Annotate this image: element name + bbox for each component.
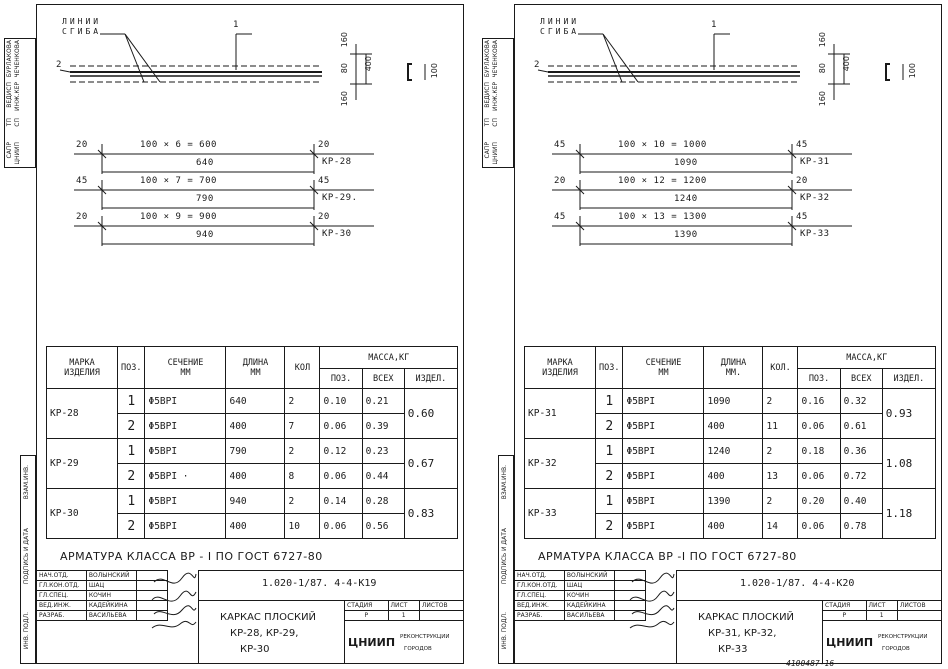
cell-mass-all: 0.40: [840, 489, 882, 514]
cell-mass-all: 0.72: [840, 464, 882, 489]
org-subtitle-2: ГОРОДОВ: [882, 646, 910, 652]
dim-mark-label: КР-32: [800, 193, 830, 203]
side-label-sapr: САПР: [6, 142, 13, 159]
tb-role: ВЕД.ИНЖ.: [515, 601, 565, 611]
cell-qty: 2: [763, 439, 798, 464]
cell-qty: 2: [763, 489, 798, 514]
side-label-tp: ТП: [6, 118, 13, 127]
dim-spacing-formula: 100 × 13 = 1300: [618, 212, 707, 222]
dim-total-length: 1390: [674, 230, 698, 240]
tb-person: ШАЦ: [86, 581, 136, 591]
cell-qty: 2: [763, 389, 798, 414]
cell-poz: 1: [596, 489, 623, 514]
sheet-value: 1: [866, 611, 897, 621]
document-code: 1.020-1/87. 4-4-К19: [262, 578, 377, 589]
cell-qty: 10: [285, 514, 320, 539]
side-label-inzh: ИНЖ.КЕР: [14, 82, 21, 112]
cell-mass-all: 0.32: [840, 389, 882, 414]
cell-poz: 2: [118, 514, 145, 539]
dim-offset-left: 20: [554, 176, 566, 186]
cell-length: 1090: [704, 389, 763, 414]
cell-mass-pos: 0.18: [798, 439, 840, 464]
cell-section: Φ5ВРI: [145, 514, 226, 539]
cell-mass-item: 1.08: [882, 439, 935, 489]
dim-offset-right: 20: [796, 176, 808, 186]
cell-mark: КР-32: [525, 439, 596, 489]
dim-spacing-formula: 100 × 9 = 900: [140, 212, 217, 222]
dim-offset-left: 45: [76, 176, 88, 186]
dim-mark-label: КР-28: [322, 157, 352, 167]
cell-mass-all: 0.36: [840, 439, 882, 464]
cell-section: Φ5ВРI: [145, 489, 226, 514]
tb-role: ГЛ.СПЕЦ.: [37, 591, 87, 601]
cell-mass-pos: 0.06: [798, 464, 840, 489]
cell-mass-all: 0.78: [840, 514, 882, 539]
side-label-inv: ИНВ. ПОДЛ.: [501, 612, 508, 650]
cell-mark: КР-33: [525, 489, 596, 539]
cell-qty: 14: [763, 514, 798, 539]
cell-length: 400: [704, 464, 763, 489]
tb-person: КАДЕЙКИНА: [564, 601, 614, 611]
col-header-section: СЕЧЕНИЕ ММ: [145, 347, 226, 389]
dim-total-length: 1090: [674, 158, 698, 168]
org-subtitle: РЕКОНСТРУКЦИИ: [878, 634, 928, 640]
cell-poz: 1: [596, 439, 623, 464]
org-subtitle-2: ГОРОДОВ: [404, 646, 432, 652]
tb-person: ВОЛЫНСКИЙ: [564, 571, 614, 581]
col-header-mark: МАРКА ИЗДЕЛИЯ: [525, 347, 596, 389]
cell-poz: 2: [596, 514, 623, 539]
cell-mass-item: 0.60: [404, 389, 457, 439]
section-dim-80: 80: [340, 63, 349, 74]
specification-table: [524, 346, 936, 539]
cell-length: 940: [226, 489, 285, 514]
sheets-header: ЛИСТОВ: [897, 601, 941, 611]
dim-mark-label: КР-30: [322, 229, 352, 239]
table-row: [47, 489, 458, 514]
cell-qty: 2: [285, 439, 320, 464]
stage-value: Р: [823, 611, 867, 621]
tb-person: КОЧИН: [564, 591, 614, 601]
tb-person: КОЧИН: [86, 591, 136, 601]
cell-section: Φ5ВРI: [623, 464, 704, 489]
dim-mark-label: КР-29.: [322, 193, 358, 203]
sheet-header: ЛИСТ: [866, 601, 897, 611]
dim-offset-right: 45: [318, 176, 330, 186]
dim-offset-left: 20: [76, 212, 88, 222]
org-name: ЦНИИП: [826, 636, 874, 649]
side-label-chechenkova: ЧЕЧЕНКОВА: [14, 40, 21, 78]
stage-header: СТАДИЯ: [823, 601, 867, 611]
table-row: [525, 489, 936, 514]
drawing-title: КАРКАС ПЛОСКИЙ: [220, 612, 317, 623]
table-row: [525, 439, 936, 464]
col-header-section: СЕЧЕНИЕ ММ: [623, 347, 704, 389]
section-dim-400: 400: [842, 56, 851, 72]
table-row: [47, 389, 458, 414]
col-header-qty: КОЛ.: [763, 347, 798, 389]
cell-section: Φ5ВРI: [145, 439, 226, 464]
table-row: [47, 439, 458, 464]
sheet-value: 1: [388, 611, 419, 621]
col-header-mass-all: ВСЕХ: [362, 369, 404, 389]
dim-offset-right: 45: [796, 212, 808, 222]
cell-mass-pos: 0.16: [798, 389, 840, 414]
rebar-class-note: АРМАТУРА КЛАССА ВР -I ПО ГОСТ 6727-80: [538, 550, 797, 563]
cell-mass-all: 0.28: [362, 489, 404, 514]
dim-offset-right: 20: [318, 140, 330, 150]
col-header-poz: ПОЗ.: [118, 347, 145, 389]
title-block-signatures: [36, 570, 168, 621]
dim-mark-label: КР-33: [800, 229, 830, 239]
drawing-sheet-1: [0, 0, 470, 669]
cell-mass-all: 0.56: [362, 514, 404, 539]
stage-value: Р: [345, 611, 389, 621]
dim-offset-left: 20: [76, 140, 88, 150]
tb-role: ГЛ.СПЕЦ.: [515, 591, 565, 601]
cell-poz: 2: [118, 414, 145, 439]
bottom-archive-note: 4100487-16: [786, 659, 835, 668]
cell-mass-pos: 0.06: [798, 414, 840, 439]
sheet-header: ЛИСТ: [388, 601, 419, 611]
side-label-vzam: ВЗАМ.ИНВ.: [23, 465, 30, 500]
side-label-burlakova: БУРЛАКОВА: [484, 40, 491, 78]
col-header-qty: КОЛ: [285, 347, 320, 389]
side-label-burlakova: БУРЛАКОВА: [6, 40, 13, 78]
col-header-mass-item: ИЗДЕЛ.: [404, 369, 457, 389]
drawing-marks: КР-28, КР-29,: [230, 628, 299, 639]
cell-mark: КР-31: [525, 389, 596, 439]
cell-mass-all: 0.39: [362, 414, 404, 439]
side-label-vzam: ВЗАМ.ИНВ.: [501, 465, 508, 500]
cell-mass-pos: 0.10: [320, 389, 362, 414]
cell-qty: 13: [763, 464, 798, 489]
cell-mark: КР-28: [47, 389, 118, 439]
section-dim-160-bottom: 160: [340, 91, 349, 107]
tb-role: РАЗРАБ.: [515, 611, 565, 621]
position-1-label: 1: [711, 20, 717, 30]
cell-mass-all: 0.21: [362, 389, 404, 414]
cell-length: 790: [226, 439, 285, 464]
col-header-mass: МАССА,КГ: [320, 347, 458, 369]
side-label-sp: СП: [492, 118, 499, 127]
tb-role: ГЛ.КОН.ОТД.: [37, 581, 87, 591]
specification-table: [46, 346, 458, 539]
cell-length: 400: [704, 514, 763, 539]
tb-person: ШАЦ: [564, 581, 614, 591]
cell-poz: 1: [118, 489, 145, 514]
col-header-mass-all: ВСЕХ: [840, 369, 882, 389]
cell-poz: 2: [596, 414, 623, 439]
cell-mass-all: 0.44: [362, 464, 404, 489]
section-dim-160-bottom: 160: [818, 91, 827, 107]
side-label-sp: СП: [14, 118, 21, 127]
cell-length: 400: [226, 464, 285, 489]
section-dim-160: 160: [818, 32, 827, 48]
stage-table: [344, 600, 464, 621]
drawing-marks: КР-31, КР-32,: [708, 628, 777, 639]
col-header-mass-pos: ПОЗ.: [320, 369, 362, 389]
cell-section: Φ5ВРI: [623, 514, 704, 539]
cell-mass-pos: 0.06: [320, 464, 362, 489]
side-label-cniip: ЦНИИП: [492, 142, 499, 165]
cell-mass-pos: 0.06: [320, 414, 362, 439]
cell-section: Φ5ВРI: [623, 489, 704, 514]
section-dim-80: 80: [818, 63, 827, 74]
cell-mass-pos: 0.06: [320, 514, 362, 539]
cell-poz: 2: [118, 464, 145, 489]
org-name: ЦНИИП: [348, 636, 396, 649]
section-dim-100: 100: [430, 63, 439, 79]
cell-qty: 2: [285, 489, 320, 514]
side-label-vedisp: ВЕДИСП: [484, 82, 491, 108]
cell-mass-item: 1.18: [882, 489, 935, 539]
cell-length: 640: [226, 389, 285, 414]
dim-spacing-formula: 100 × 12 = 1200: [618, 176, 707, 186]
cell-qty: 11: [763, 414, 798, 439]
bend-lines-label-2: СГИБА: [540, 27, 580, 36]
stage-table: [822, 600, 942, 621]
side-label-chechenkova: ЧЕЧЕНКОВА: [492, 40, 499, 78]
col-header-mark: МАРКА ИЗДЕЛИЯ: [47, 347, 118, 389]
cell-poz: 1: [118, 389, 145, 414]
stage-header: СТАДИЯ: [345, 601, 389, 611]
tb-role: ВЕД.ИНЖ.: [37, 601, 87, 611]
cell-mass-item: 0.93: [882, 389, 935, 439]
bend-lines-label: ЛИНИИ: [540, 17, 580, 26]
side-label-sapr: САПР: [484, 142, 491, 159]
cell-length: 400: [704, 414, 763, 439]
cell-mark: КР-29: [47, 439, 118, 489]
dim-total-length: 790: [196, 194, 214, 204]
drawing-marks-2: КР-33: [718, 644, 748, 655]
tb-person: ВАСИЛЬЕВА: [564, 611, 614, 621]
side-label-podpis: ПОДПИСЬ И ДАТА: [23, 528, 30, 585]
side-label-tp: ТП: [484, 118, 491, 127]
dim-offset-left: 45: [554, 140, 566, 150]
dim-spacing-formula: 100 × 7 = 700: [140, 176, 217, 186]
cell-section: Φ5ВРI ·: [145, 464, 226, 489]
org-subtitle: РЕКОНСТРУКЦИИ: [400, 634, 450, 640]
cell-section: Φ5ВРI: [145, 414, 226, 439]
rebar-class-note: АРМАТУРА КЛАССА ВР - I ПО ГОСТ 6727-80: [60, 550, 323, 563]
cell-mass-pos: 0.14: [320, 489, 362, 514]
cell-poz: 1: [118, 439, 145, 464]
cell-mass-item: 0.83: [404, 489, 457, 539]
document-code: 1.020-1/87. 4-4-К20: [740, 578, 855, 589]
position-1-label: 1: [233, 20, 239, 30]
dim-spacing-formula: 100 × 10 = 1000: [618, 140, 707, 150]
col-header-mass: МАССА,КГ: [798, 347, 936, 369]
cell-qty: 7: [285, 414, 320, 439]
cell-length: 1240: [704, 439, 763, 464]
side-label-vedisp: ВЕДИСП: [6, 82, 13, 108]
bend-lines-label: ЛИНИИ: [62, 17, 102, 26]
table-row: [525, 389, 936, 414]
position-2-label: 2: [534, 60, 540, 70]
cell-length: 400: [226, 514, 285, 539]
tb-role: НАЧ.ОТД.: [515, 571, 565, 581]
title-block-signatures: [514, 570, 646, 621]
cell-length: 400: [226, 414, 285, 439]
drawing-sheet-2: [478, 0, 948, 669]
drawing-title: КАРКАС ПЛОСКИЙ: [698, 612, 795, 623]
tb-role: ГЛ.КОН.ОТД.: [515, 581, 565, 591]
cell-mass-all: 0.23: [362, 439, 404, 464]
cell-poz: 2: [596, 464, 623, 489]
cell-mass-pos: 0.06: [798, 514, 840, 539]
dim-offset-left: 45: [554, 212, 566, 222]
dim-total-length: 1240: [674, 194, 698, 204]
side-label-podpis: ПОДПИСЬ И ДАТА: [501, 528, 508, 585]
section-dim-100: 100: [908, 63, 917, 79]
cell-mass-item: 0.67: [404, 439, 457, 489]
signature-scribbles: [150, 570, 198, 634]
section-dim-160: 160: [340, 32, 349, 48]
tb-person: КАДЕЙКИНА: [86, 601, 136, 611]
position-2-label: 2: [56, 60, 62, 70]
dim-mark-label: КР-31: [800, 157, 830, 167]
dim-spacing-formula: 100 × 6 = 600: [140, 140, 217, 150]
cell-section: Φ5ВРI: [623, 389, 704, 414]
section-dim-400: 400: [364, 56, 373, 72]
cell-poz: 1: [596, 389, 623, 414]
tb-role: НАЧ.ОТД.: [37, 571, 87, 581]
col-header-length: ДЛИНА ММ.: [704, 347, 763, 389]
cell-length: 1390: [704, 489, 763, 514]
sheets-header: ЛИСТОВ: [419, 601, 463, 611]
cell-section: Φ5ВРI: [623, 439, 704, 464]
col-header-poz: ПОЗ.: [596, 347, 623, 389]
tb-person: ВАСИЛЬЕВА: [86, 611, 136, 621]
side-label-inv: ИНВ. ПОДЛ.: [23, 612, 30, 650]
cell-mass-pos: 0.12: [320, 439, 362, 464]
col-header-mass-item: ИЗДЕЛ.: [882, 369, 935, 389]
bend-lines-label-2: СГИБА: [62, 27, 102, 36]
cell-mass-pos: 0.20: [798, 489, 840, 514]
drawing-marks-2: КР-30: [240, 644, 270, 655]
dim-offset-right: 20: [318, 212, 330, 222]
cell-qty: 2: [285, 389, 320, 414]
cell-section: Φ5ВРI: [623, 414, 704, 439]
dim-total-length: 940: [196, 230, 214, 240]
tb-person: ВОЛЫНСКИЙ: [86, 571, 136, 581]
cell-mark: КР-30: [47, 489, 118, 539]
dim-total-length: 640: [196, 158, 214, 168]
side-label-inzh: ИНЖ.КЕР: [492, 82, 499, 112]
tb-role: РАЗРАБ.: [37, 611, 87, 621]
col-header-length: ДЛИНА ММ: [226, 347, 285, 389]
signature-scribbles: [628, 570, 676, 634]
side-label-cniip: ЦНИИП: [14, 142, 21, 165]
dim-offset-right: 45: [796, 140, 808, 150]
col-header-mass-pos: ПОЗ.: [798, 369, 840, 389]
cell-section: Φ5ВРI: [145, 389, 226, 414]
cell-mass-all: 0.61: [840, 414, 882, 439]
cell-qty: 8: [285, 464, 320, 489]
